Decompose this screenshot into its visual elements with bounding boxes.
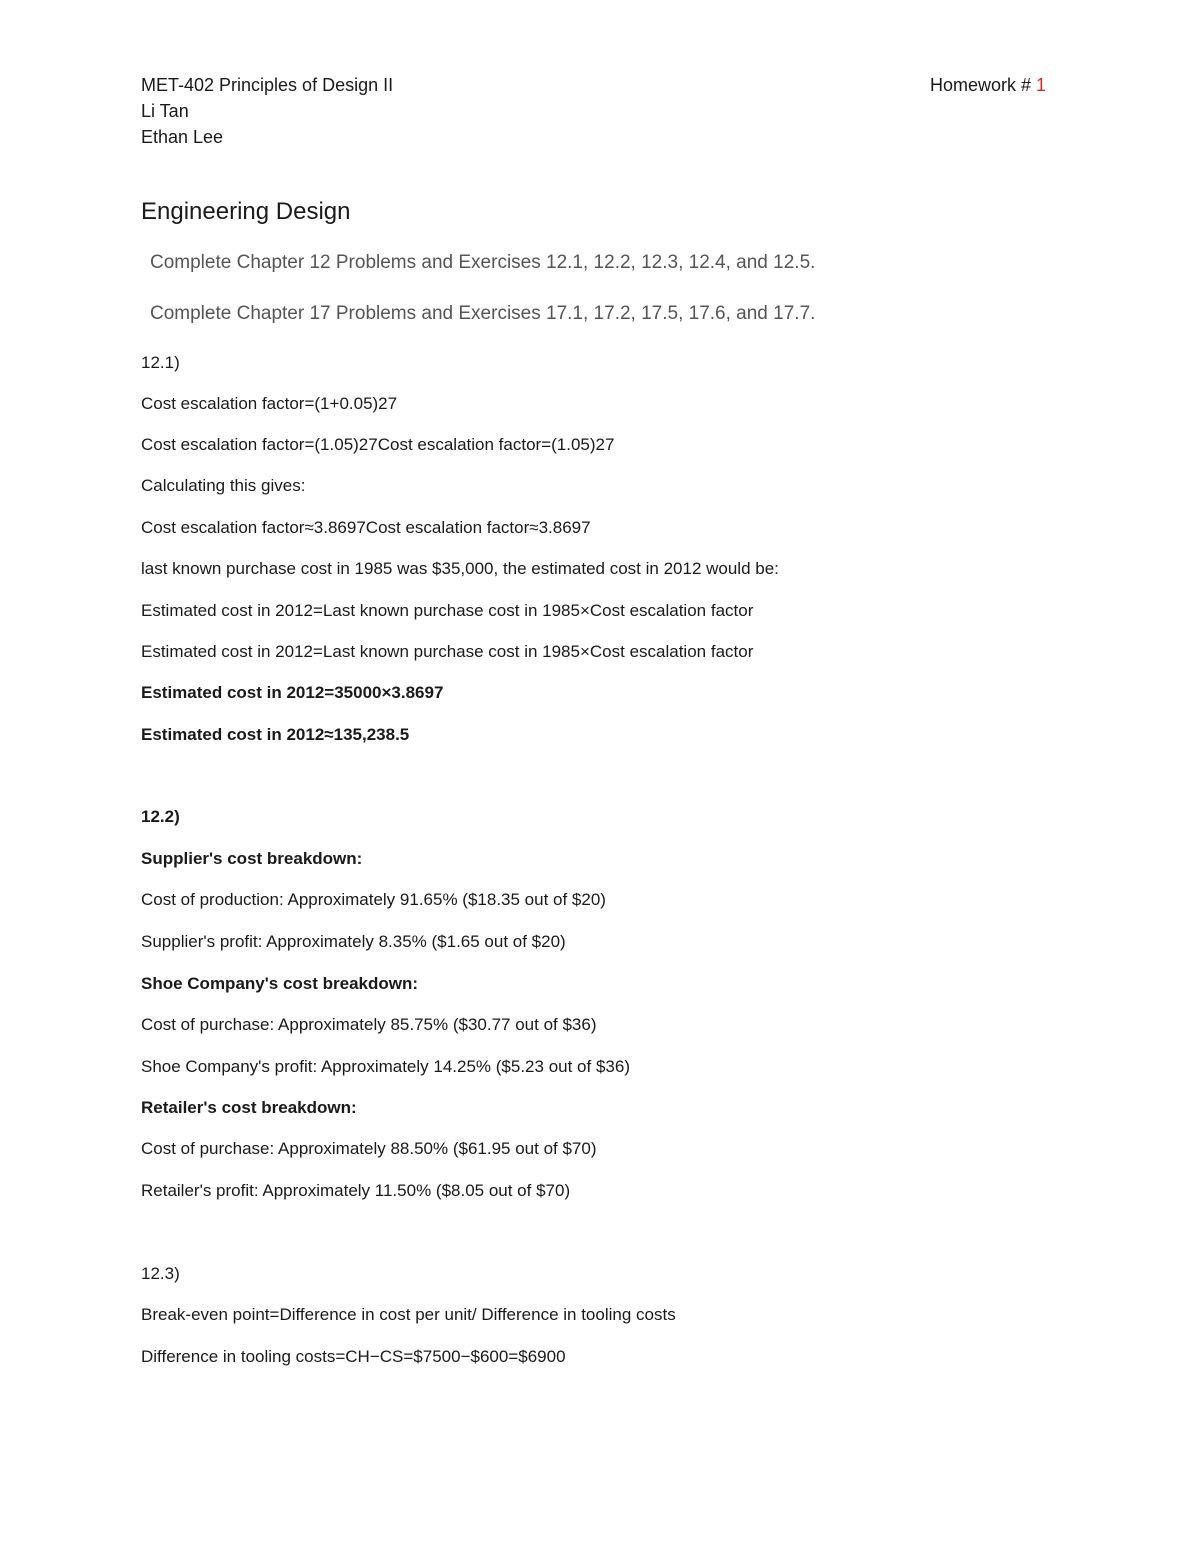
solution-line: last known purchase cost in 1985 was $35,000, the estimated cost in 2012 would be: [141,559,779,578]
solution-line: Cost of production: Approximately 91.65% ($18.35 out of $20) [141,890,606,909]
solution-result: Estimated cost in 2012=35000×3.8697 [141,683,444,702]
solution-line: Calculating this gives: [141,476,306,495]
task-line: Complete Chapter 17 Problems and Exercises 17.1, 17.2, 17.5, 17.6, and 17.7. [150,303,816,324]
solution-line: Estimated cost in 2012=Last known purchase cost in 1985×Cost escalation factor [141,601,754,620]
task-line: Complete Chapter 12 Problems and Exercises 12.1, 12.2, 12.3, 12.4, and 12.5. [150,252,816,273]
course-title: MET-402 Principles of Design II [141,75,394,95]
author-name: Ethan Lee [141,127,224,147]
solution-result: Estimated cost in 2012≈135,238.5 [141,725,410,744]
author-name: Li Tan [141,101,189,121]
solution-line: Shoe Company's profit: Approximately 14.25% ($5.23 out of $36) [141,1057,630,1076]
problem-heading: 12.3) [141,1264,180,1283]
solution-line: Cost of purchase: Approximately 85.75% ($30.77 out of $36) [141,1015,597,1034]
homework-label [930,72,1046,98]
homework-label-text: Homework # [930,75,1037,95]
solution-line: Cost escalation factor=(1+0.05)27 [141,394,398,413]
problem-heading: 12.2) [141,807,180,826]
solution-line: Difference in tooling costs=CH−CS=$7500−$600=$6900 [141,1347,566,1366]
homework-number: 1 [1036,75,1047,95]
solution-line: Break-even point=Difference in cost per unit/ Difference in tooling costs [141,1305,676,1324]
problem-heading: 12.1) [141,353,180,372]
subheading: Supplier's cost breakdown: [141,849,363,868]
solution-line: Cost escalation factor≈3.8697Cost escalation factor≈3.8697 [141,518,591,537]
solution-line: Cost escalation factor=(1.05)27Cost escalation factor=(1.05)27 [141,435,615,454]
subheading: Shoe Company's cost breakdown: [141,974,419,993]
solution-line: Cost of purchase: Approximately 88.50% ($61.95 out of $70) [141,1139,597,1158]
solution-line: Supplier's profit: Approximately 8.35% ($1.65 out of $20) [141,932,566,951]
subheading: Retailer's cost breakdown: [141,1098,357,1117]
solution-line: Estimated cost in 2012=Last known purchase cost in 1985×Cost escalation factor [141,642,754,661]
section-title: Engineering Design [141,198,351,225]
solution-line: Retailer's profit: Approximately 11.50% ($8.05 out of $70) [141,1181,571,1200]
